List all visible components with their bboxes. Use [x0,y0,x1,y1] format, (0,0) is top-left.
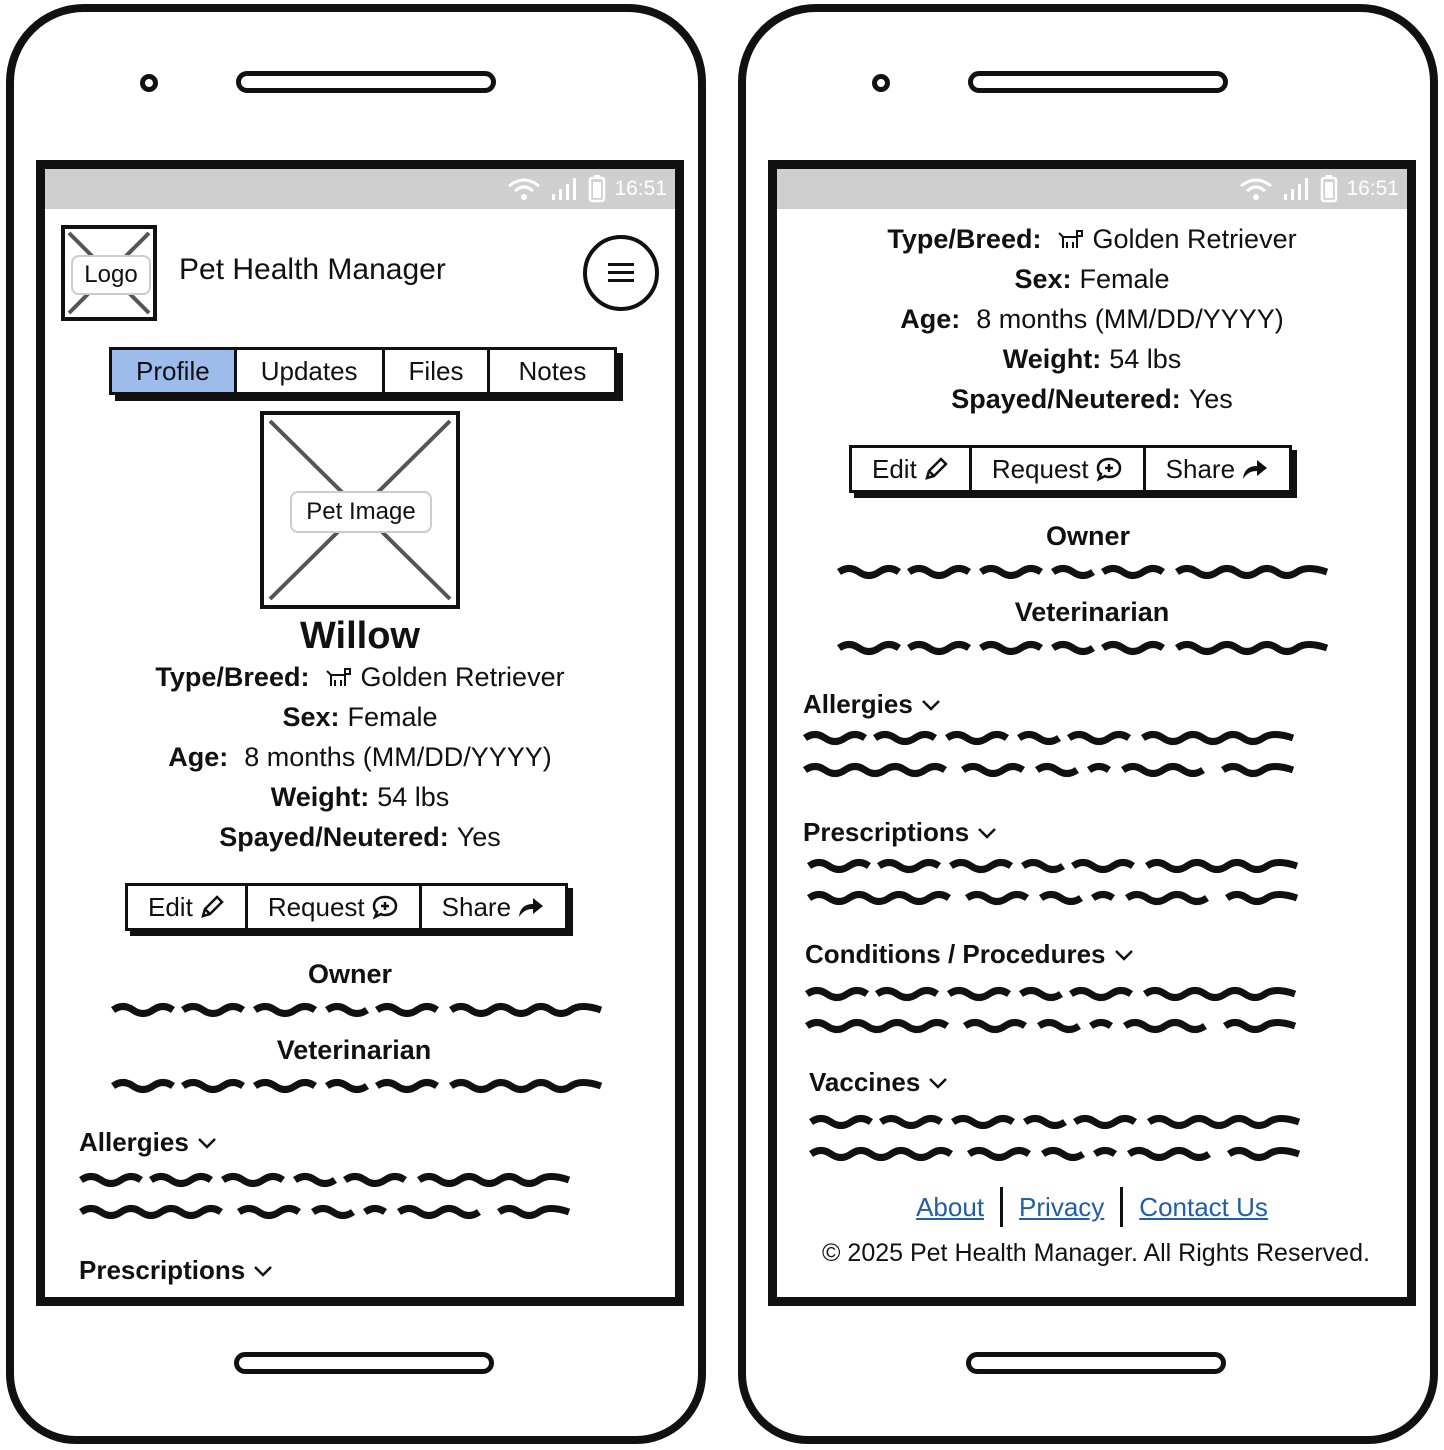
battery-icon [588,175,606,203]
type-breed-label: Type/Breed: [887,224,1042,254]
action-buttons [849,445,1292,493]
pet-details [45,657,675,857]
chevron-down-icon [197,1136,217,1150]
phone-frame-right [738,4,1438,1444]
prescriptions-heading: Prescriptions [803,817,970,847]
pet-details [777,219,1407,419]
owner-text-redacted [837,563,1337,581]
bottom-speaker [234,1352,494,1374]
vet-text-redacted [837,639,1337,657]
prescriptions-toggle[interactable] [79,1255,273,1286]
conditions-text-redacted [805,985,1325,1041]
bottom-speaker [966,1352,1226,1374]
wifi-icon [1238,176,1274,202]
share-arrow-icon [1241,457,1269,481]
request-button[interactable] [972,448,1146,490]
privacy-link[interactable]: Privacy [1019,1191,1105,1222]
share-label: Share [441,892,512,922]
footer-links [777,1187,1407,1227]
chevron-down-icon [921,698,941,712]
allergies-text-redacted [803,729,1323,785]
edit-button[interactable] [128,886,248,928]
spay-label: Spayed/Neutered: [219,822,449,852]
sex-row [45,697,675,737]
spay-value: Yes [1188,384,1233,414]
logo-label: Logo [71,255,151,295]
chevron-down-icon [253,1264,273,1278]
allergies-heading: Allergies [803,689,913,719]
battery-icon [1320,175,1338,203]
about-link[interactable]: About [916,1191,985,1222]
share-label: Share [1165,454,1236,484]
pencil-icon [199,894,225,920]
footer-divider [1000,1187,1003,1227]
spay-row [45,817,675,857]
type-breed-value: Golden Retriever [360,662,565,692]
status-time: 16:51 [1346,177,1399,200]
speaker-grille [968,71,1228,93]
vet-text-redacted [111,1077,611,1095]
wifi-icon [506,176,542,202]
edit-label: Edit [148,892,193,922]
signal-icon [1282,176,1312,202]
vet-heading: Veterinarian [276,1035,432,1065]
weight-label: Weight: [1002,344,1102,374]
type-breed-label: Type/Breed: [155,662,310,692]
sex-label: Sex: [1014,264,1072,294]
owner-text-redacted [111,1001,611,1019]
pet-image-label: Pet Image [290,491,432,533]
sex-value: Female [347,702,438,732]
chevron-down-icon [928,1076,948,1090]
allergies-text-redacted [79,1171,599,1227]
tab-bar [109,347,617,395]
chat-plus-icon [371,894,399,920]
contact-link[interactable]: Contact Us [1139,1191,1268,1222]
footer-divider [1120,1187,1123,1227]
request-label: Request [267,892,365,922]
sex-value: Female [1079,264,1170,294]
sex-row [777,259,1407,299]
type-breed-row [777,219,1407,259]
app-title: Pet Health Manager [179,253,446,286]
allergies-toggle[interactable] [79,1127,217,1158]
copyright: © 2025 Pet Health Manager. All Rights Reserved. [822,1239,1370,1267]
age-value: 8 months (MM/DD/YYYY) [244,742,552,772]
allergies-heading: Allergies [79,1127,189,1157]
request-label: Request [991,454,1089,484]
type-breed-value: Golden Retriever [1092,224,1297,254]
logo-placeholder[interactable] [61,225,157,321]
tab-updates[interactable]: Updates [237,350,385,392]
signal-icon [550,176,580,202]
prescriptions-toggle[interactable] [803,817,997,848]
tab-files[interactable]: Files [385,350,491,392]
weight-label: Weight: [270,782,370,812]
vet-heading: Veterinarian [1014,597,1170,627]
dog-icon [325,665,353,689]
allergies-toggle[interactable] [803,689,941,720]
vaccines-heading: Vaccines [809,1067,921,1097]
camera-icon [140,74,158,92]
conditions-heading: Conditions / Procedures [805,939,1106,969]
edit-label: Edit [872,454,917,484]
age-value: 8 months (MM/DD/YYYY) [976,304,1284,334]
action-buttons [125,883,568,931]
edit-button[interactable] [852,448,972,490]
screen-left [36,160,684,1306]
weight-row [777,339,1407,379]
screen-right [768,160,1416,1306]
menu-button[interactable] [583,235,659,311]
chevron-down-icon [1114,948,1134,962]
spay-row [777,379,1407,419]
pet-name: Willow [300,615,420,657]
phone-frame-left [6,4,706,1444]
request-button[interactable] [248,886,422,928]
prescriptions-text-redacted [807,857,1327,913]
camera-icon [872,74,890,92]
tab-notes[interactable]: Notes [518,356,587,386]
age-row [45,737,675,777]
status-time: 16:51 [614,177,667,200]
weight-value: 54 lbs [1109,344,1182,374]
chat-plus-icon [1095,456,1123,482]
status-bar [45,169,675,209]
spay-value: Yes [456,822,501,852]
share-button[interactable] [422,886,565,928]
share-arrow-icon [517,895,545,919]
weight-row [45,777,675,817]
sex-label: Sex: [282,702,340,732]
pencil-icon [923,456,949,482]
owner-heading: Owner [1045,521,1131,551]
age-label: Age: [900,304,961,334]
status-bar [777,169,1407,209]
spay-label: Spayed/Neutered: [951,384,1181,414]
dog-icon [1057,227,1085,251]
vaccines-text-redacted [809,1113,1329,1169]
prescriptions-heading: Prescriptions [79,1255,246,1285]
menu-icon [608,262,634,284]
share-button[interactable] [1146,448,1289,490]
vaccines-toggle[interactable] [809,1067,948,1098]
conditions-toggle[interactable] [805,939,1134,970]
age-row [777,299,1407,339]
speaker-grille [236,71,496,93]
owner-heading: Owner [307,959,393,989]
pet-image [260,411,460,609]
weight-value: 54 lbs [377,782,450,812]
age-label: Age: [168,742,229,772]
chevron-down-icon [977,826,997,840]
tab-profile[interactable]: Profile [112,350,237,392]
type-breed-row [45,657,675,697]
